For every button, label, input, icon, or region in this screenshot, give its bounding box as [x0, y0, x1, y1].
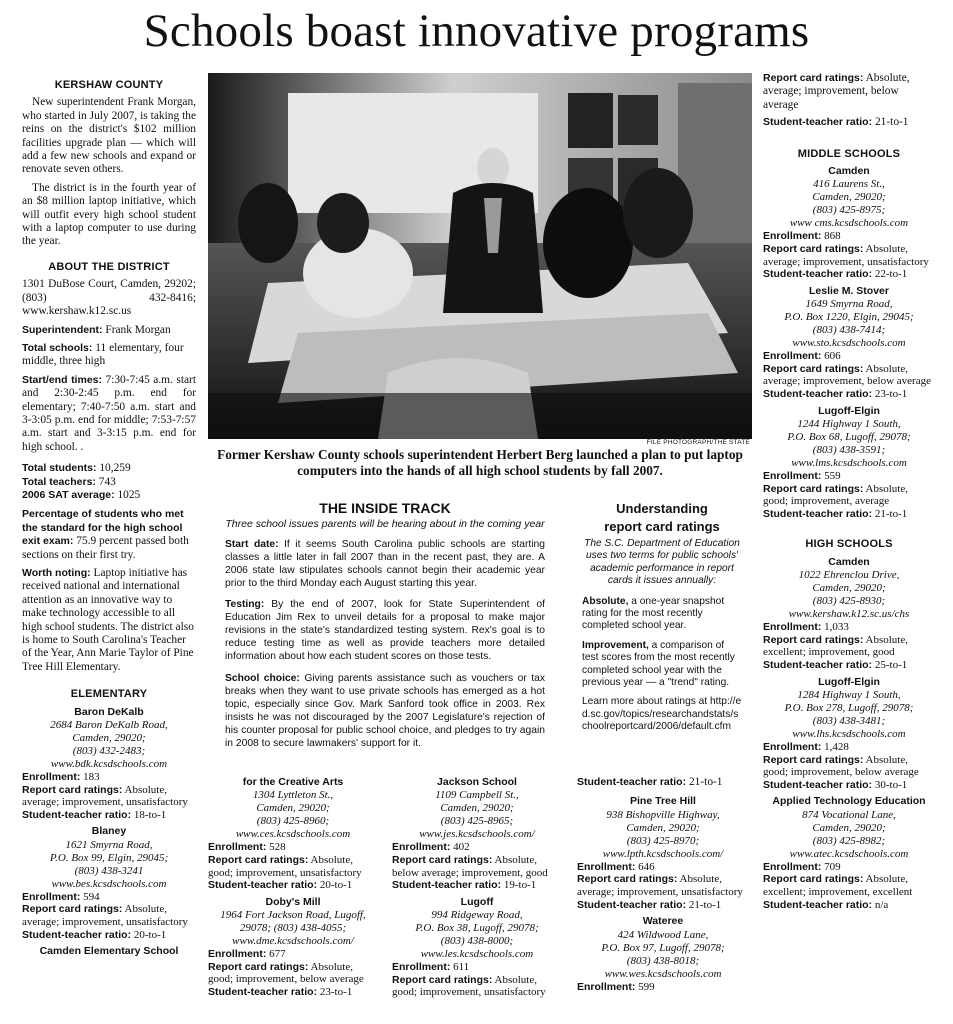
times-label: Start/end times: — [22, 373, 102, 386]
school-name: Wateree — [642, 915, 684, 928]
col3-lead-label: Student-teacher ratio: — [577, 776, 687, 788]
right-column — [763, 72, 935, 915]
school-ratio-value: 23-to-1 — [874, 388, 908, 400]
school-web: www.sto.kcsdschools.com — [792, 337, 906, 350]
school-ratio-line — [392, 879, 562, 892]
school-enrollment-value: 1,428 — [824, 740, 849, 753]
school-addr1: 1649 Smyrna Road, — [805, 298, 893, 311]
photo-laptop-classroom — [208, 73, 752, 439]
school-ratings-label: Report card ratings: — [577, 873, 678, 886]
school-entry — [208, 896, 378, 999]
school-ratio-value: 20-to-1 — [133, 928, 167, 941]
absolute-definition — [582, 596, 742, 633]
school-entry — [22, 706, 196, 822]
school-name: Lugoff-Elgin — [818, 404, 880, 417]
school-enrollment-line — [763, 621, 935, 634]
elementary-heading: ELEMENTARY — [70, 688, 148, 701]
school-enrollment-value: 599 — [638, 980, 655, 993]
times-value: 7:30-7:45 a.m. start and 2:30-2:45 p.m. end for elementary; 7:40-7:50 a.m. start and 3-3:05 p.m. end for middle; 7:53-7:57 a.m. start and 3-3:15 p.m. end for high school. . — [22, 373, 196, 453]
school-ratings-line — [208, 961, 378, 986]
school-ratio-value: 22-to-1 — [874, 268, 908, 281]
school-phone: (803) 438-8018; — [626, 954, 700, 967]
school-ratings-value: Absolute, average; improvement, unsatisfactory — [577, 873, 743, 898]
school-entry — [763, 165, 935, 281]
school-web: www.kershaw.k12.sc.us/chs — [788, 608, 910, 621]
school-name: Camden — [828, 555, 870, 568]
school-enrollment-line — [392, 961, 562, 974]
track-choice-label: School choice: — [225, 672, 300, 684]
school-ratio-value: 25-to-1 — [874, 658, 908, 671]
school-ratio-value: 20-to-1 — [319, 879, 353, 892]
school-ratio-value: 23-to-1 — [319, 985, 353, 998]
school-enrollment-line — [208, 841, 378, 854]
track-testing-label: Testing: — [225, 599, 265, 611]
school-ratings-line — [577, 873, 749, 898]
school-addr2: P.O. Box 278, Lugoff, 29078; — [784, 701, 914, 714]
school-enrollment-label: Enrollment: — [22, 890, 81, 903]
school-name: for the Creative Arts — [242, 776, 344, 788]
school-ratio-label: Student-teacher ratio: — [392, 879, 502, 892]
school-ratings-label: Report card ratings: — [22, 903, 123, 916]
school-ratio-line — [22, 809, 196, 822]
school-ratings-label: Report card ratings: — [392, 854, 493, 866]
school-enrollment-line — [763, 861, 935, 874]
understanding-ratings — [582, 502, 742, 741]
school-ratings-line — [763, 243, 935, 268]
high-schools-heading: HIGH SCHOOLS — [805, 538, 893, 551]
elementary-list — [22, 706, 196, 942]
school-ratio-label: Student-teacher ratio: — [763, 898, 873, 911]
bottom-column-1 — [208, 776, 378, 1003]
school-enrollment-value: 611 — [453, 961, 470, 974]
track-testing-text: By the end of 2007, look for State Superintendent of Education Jim Rex to unveil details for a proposal to make major revisions in the state's standardized testing system. Rex's goal is to reduce testing time as well as provide teachers more detailed information about how each student scores on those tests. — [225, 599, 545, 663]
school-enrollment-value: 606 — [824, 350, 841, 363]
camden-elementary-name: Camden Elementary School — [39, 945, 179, 958]
absolute-text: a one-year snapshot rating for the most recently completed school year. — [582, 595, 725, 632]
school-enrollment-label: Enrollment: — [763, 350, 822, 363]
school-phone: (803) 425-8965; — [440, 815, 514, 828]
school-web: www.bdk.kcsdschools.com — [50, 758, 168, 771]
school-enrollment-value: 1,033 — [824, 621, 849, 634]
school-ratings-line — [763, 754, 935, 779]
school-enrollment-value: 559 — [824, 470, 841, 482]
school-ratings-label: Report card ratings: — [208, 960, 309, 973]
school-enrollment-label: Enrollment: — [763, 470, 822, 482]
school-ratings-value: Absolute, average; improvement, below average — [763, 362, 931, 388]
school-ratio-line — [22, 929, 196, 942]
about-heading: ABOUT THE DISTRICT — [48, 260, 170, 273]
school-enrollment-value: 646 — [638, 860, 655, 873]
understanding-intro: The S.C. Department of Education uses two terms for public schools' academic performance in report cards it issues annually: — [584, 538, 740, 587]
school-web: www.ces.kcsdschools.com — [235, 828, 351, 841]
school-addr1: 1244 Highway 1 South, — [797, 418, 901, 430]
school-addr1: 416 Laurens St., — [813, 178, 885, 191]
school-ratio-label: Student-teacher ratio: — [208, 879, 318, 892]
school-addr2: P.O. Box 99, Elgin, 29045; — [49, 851, 169, 864]
school-name: Camden — [828, 165, 870, 178]
intro-paragraph-1: New superintendent Frank Morgan, who started in July 2007, is taking the reins on the district's $102 million facilities upgrade plan — which will add a few new schools and expand or renovate seven others. — [22, 96, 196, 176]
school-phone: (803) 432-2483; — [72, 745, 146, 758]
school-enrollment-value: 709 — [824, 860, 841, 873]
school-ratings-line — [22, 784, 196, 809]
school-enrollment-label: Enrollment: — [577, 980, 636, 993]
school-ratings-value: Absolute, good; improvement, unsatisfactory — [208, 854, 362, 879]
school-ratings-line — [763, 873, 935, 898]
school-enrollment-value: 868 — [824, 230, 841, 243]
school-ratings-label: Report card ratings: — [392, 973, 493, 986]
school-addr2: 29078; (803) 438-4055; — [239, 922, 347, 935]
school-ratio-line — [577, 899, 749, 912]
school-enrollment-line — [763, 470, 935, 483]
school-entry — [577, 915, 749, 993]
school-phone: (803) 425-8982; — [812, 834, 886, 847]
absolute-label: Absolute, — [582, 595, 629, 607]
middle-schools-list — [763, 165, 935, 520]
school-addr1: 424 Wildwood Lane, — [617, 928, 709, 941]
top-ratings-value: Absolute, average; improvement, below average — [763, 72, 910, 111]
school-name: Jackson School — [437, 776, 517, 788]
inside-track-title: THE INSIDE TRACK — [319, 500, 451, 516]
improvement-text: a comparison of test scores from the most recently completed school year with the previous year — a "trend" rating. — [582, 639, 735, 689]
worth-noting-label: Worth noting: — [22, 567, 91, 579]
school-enrollment-label: Enrollment: — [208, 948, 267, 961]
understanding-title-2: report card ratings — [604, 519, 720, 534]
school-ratings-label: Report card ratings: — [763, 482, 864, 495]
top-ratio-label: Student-teacher ratio: — [763, 116, 873, 129]
school-addr2: Camden, 29020; — [812, 821, 886, 834]
school-ratio-line — [208, 879, 378, 892]
school-ratings-line — [763, 363, 935, 388]
school-ratio-value: 18-to-1 — [133, 808, 167, 821]
school-enrollment-label: Enrollment: — [763, 860, 822, 873]
school-ratio-label: Student-teacher ratio: — [577, 898, 687, 911]
school-enrollment-label: Enrollment: — [392, 841, 451, 854]
school-entry — [763, 795, 935, 911]
times-line — [22, 374, 196, 454]
school-enrollment-label: Enrollment: — [22, 771, 81, 784]
school-enrollment-line — [208, 948, 378, 961]
school-ratings-label: Report card ratings: — [763, 873, 864, 886]
top-ratings-label: Report card ratings: — [763, 72, 864, 84]
school-ratings-value: Absolute, excellent; improvement, excellent — [763, 873, 913, 898]
school-web: www.dme.kcsdschools.com/ — [232, 935, 354, 948]
school-phone: (803) 425-8975; — [812, 204, 886, 217]
school-ratings-line — [763, 483, 935, 508]
worth-noting-value: Laptop initiative has received national and international attention as an innovative way to make technology accessible to all high school students. The district also is home to South Carolina's Teacher of the Year, Ann Marie Taylor of Pine Tree Hill Elementary. — [22, 567, 194, 673]
school-name: Blaney — [91, 825, 127, 838]
high-schools-list — [763, 556, 935, 911]
school-entry — [22, 825, 196, 941]
school-ratings-value: Absolute, good; improvement, unsatisfactory — [392, 973, 546, 999]
school-addr2: P.O. Box 38, Lugoff, 29078; — [415, 922, 539, 935]
school-phone: (803) 438-7414; — [812, 324, 886, 337]
school-phone: (803) 438-3591; — [812, 444, 886, 456]
school-ratio-label: Student-teacher ratio: — [763, 507, 873, 520]
school-ratings-label: Report card ratings: — [763, 633, 864, 646]
bottom-column-3 — [577, 776, 749, 997]
school-addr1: 1964 Fort Jackson Road, Lugoff, — [220, 909, 366, 922]
school-name: Baron DeKalb — [74, 705, 144, 718]
understanding-title-1: Understanding — [616, 501, 708, 516]
school-addr1: 1621 Smyrna Road, — [65, 838, 153, 851]
teachers-value: 743 — [98, 475, 116, 488]
school-enrollment-line — [577, 981, 749, 994]
school-addr2: Camden, 29020; — [626, 821, 700, 834]
school-phone: (803) 438-3481; — [812, 714, 886, 727]
photo-credit: FILE PHOTOGRAPH/THE STATE — [646, 439, 750, 446]
school-enrollment-value: 594 — [83, 890, 100, 903]
school-ratings-value: Absolute, average; improvement, unsatisfactory — [22, 783, 188, 809]
school-ratio-label: Student-teacher ratio: — [763, 778, 873, 791]
total-schools-label: Total schools: — [22, 341, 93, 354]
school-name: Lugoff-Elgin — [818, 675, 880, 688]
school-entry — [763, 285, 935, 401]
teachers-label: Total teachers: — [22, 475, 96, 488]
school-enrollment-label: Enrollment: — [392, 961, 451, 974]
school-entry — [763, 405, 935, 521]
sat-value: 1025 — [117, 488, 141, 501]
school-ratings-line — [392, 974, 562, 999]
school-web: www.lms.kcsdschools.com — [791, 457, 907, 469]
school-ratio-value: 30-to-1 — [874, 778, 908, 791]
school-enrollment-line — [22, 771, 196, 784]
school-name: Leslie M. Stover — [809, 284, 889, 297]
school-ratio-value: n/a — [874, 898, 889, 911]
superintendent-label: Superintendent: — [22, 323, 103, 336]
school-name: Doby's Mill — [265, 895, 321, 908]
stats-block — [22, 462, 196, 502]
school-addr2: Camden, 29020; — [812, 582, 886, 595]
school-web: www cms.kcsdschools.com — [789, 217, 909, 230]
exit-exam-label: Percentage of students who met the standard for the high school exit exam: — [22, 508, 184, 548]
top-ratings-line — [763, 72, 935, 112]
school-ratio-line — [763, 899, 935, 912]
school-ratio-line — [208, 986, 378, 999]
school-name: Pine Tree Hill — [630, 795, 696, 808]
school-ratings-label: Report card ratings: — [763, 243, 864, 256]
track-start-text: If it seems South Carolina public schools are starting classes a little later in fall 2007 than in the recent past, they are. A 2006 state law stipulates schools cannot begin their academic year prior to the third Monday each August starting this year. — [225, 538, 545, 589]
school-addr1: 994 Ridgeway Road, — [431, 909, 523, 922]
school-web: www.jes.kcsdschools.com/ — [419, 828, 535, 841]
school-addr1: 1109 Campbell St., — [435, 789, 519, 802]
school-ratings-label: Report card ratings: — [763, 753, 864, 766]
school-ratings-label: Report card ratings: — [763, 362, 864, 375]
school-web: www.bes.kcsdschools.com — [51, 877, 167, 890]
school-web: www.les.kcsdschools.com — [420, 948, 534, 961]
school-entry — [208, 776, 378, 892]
school-entry — [392, 776, 562, 892]
school-ratio-line — [763, 659, 935, 672]
school-ratings-label: Report card ratings: — [208, 854, 309, 866]
school-entry — [763, 676, 935, 792]
school-enrollment-label: Enrollment: — [577, 860, 636, 873]
school-ratio-label: Student-teacher ratio: — [22, 808, 132, 821]
track-choice-text: Giving parents assistance such as vouchers or tax breaks when they want to use private schools has emerged as a hot topic, especially since Gov. Mark Sanford took office in 2003. Rex insists he was not discouraged by the 2007 Legislature's rejection of his counter proposal for public school choice, and pledges to try again in 2008 to secure lawmakers' support for it. — [225, 672, 545, 749]
school-ratio-value: 21-to-1 — [874, 507, 908, 520]
bottom-column-2 — [392, 776, 562, 1003]
school-ratings-line — [392, 854, 562, 879]
inside-track-subtitle: Three school issues parents will be hearing about in the coming year — [225, 517, 545, 530]
school-addr2: P.O. Box 97, Lugoff, 29078; — [601, 941, 725, 954]
school-enrollment-label: Enrollment: — [763, 230, 822, 243]
inside-track — [225, 502, 545, 759]
school-enrollment-line — [577, 861, 749, 874]
school-phone: (803) 425-8930; — [812, 595, 886, 608]
school-ratio-label: Student-teacher ratio: — [208, 985, 318, 998]
school-enrollment-line — [763, 741, 935, 754]
school-enrollment-line — [392, 841, 562, 854]
school-addr1: 2684 Baron DeKalb Road, — [50, 719, 168, 732]
school-name: Applied Technology Education — [772, 795, 926, 808]
students-value: 10,259 — [99, 462, 131, 475]
intro-paragraph-2: The district is in the fourth year of an $8 million laptop initiative, which will outfit every high school student with a laptop computer to use during the year. — [22, 181, 196, 248]
school-ratio-line — [763, 779, 935, 792]
school-ratings-value: Absolute, average; improvement, unsatisfactory — [22, 903, 188, 929]
school-enrollment-value: 528 — [269, 841, 286, 854]
school-ratings-value: Absolute, good; improvement, average — [763, 482, 908, 508]
middle-schools-heading: MIDDLE SCHOOLS — [797, 147, 901, 160]
school-name: Lugoff — [460, 895, 494, 908]
school-ratio-value: 19-to-1 — [503, 879, 537, 892]
school-enrollment-line — [763, 230, 935, 243]
photo-caption: Former Kershaw County schools superintendent Herbert Berg launched a plan to put laptop computers into the hands of all high school students by fall 2007. — [217, 447, 743, 478]
school-enrollment-label: Enrollment: — [208, 841, 267, 854]
school-web: www.wes.kcsdschools.com — [604, 967, 722, 980]
school-enrollment-label: Enrollment: — [763, 621, 822, 634]
students-label: Total students: — [22, 462, 97, 475]
school-enrollment-value: 402 — [453, 841, 470, 854]
superintendent-line — [22, 324, 196, 337]
school-entry — [763, 556, 935, 672]
school-ratio-label: Student-teacher ratio: — [763, 658, 873, 671]
col3-school-list — [577, 795, 749, 993]
total-schools-value: 11 elementary, four middle, three high — [22, 341, 184, 368]
school-entry — [577, 795, 749, 911]
school-addr2: P.O. Box 68, Lugoff, 29078; — [787, 431, 911, 443]
school-web: www.atec.kcsdschools.com — [789, 847, 909, 860]
school-phone: (803) 438-3241 — [74, 864, 144, 877]
worth-noting-line — [22, 567, 196, 674]
school-ratio-line — [763, 508, 935, 521]
photo-image — [208, 73, 752, 439]
superintendent-value: Frank Morgan — [105, 323, 171, 336]
school-addr2: Camden, 29020; — [812, 191, 886, 204]
school-enrollment-value: 677 — [269, 948, 286, 961]
school-ratio-label: Student-teacher ratio: — [22, 928, 132, 941]
school-ratings-value: Absolute, good; improvement, below average — [208, 960, 364, 986]
school-ratio-line — [763, 268, 935, 281]
school-ratings-label: Report card ratings: — [22, 783, 123, 796]
top-ratio-line — [763, 116, 935, 129]
school-ratio-value: 21-to-1 — [688, 898, 722, 911]
district-address: 1301 DuBose Court, Camden, 29202; (803) 432-8416; www.kershaw.k12.sc.us — [22, 278, 196, 318]
school-phone: (803) 438-8000; — [440, 935, 514, 948]
exit-exam-value: 75.9 percent passed both sections on their first try. — [22, 535, 189, 561]
school-ratings-line — [208, 854, 378, 879]
school-addr1: 938 Bishopville Highway, — [606, 808, 720, 821]
headline: Schools boast innovative programs — [143, 5, 810, 57]
school-addr2: Camden, 29020; — [440, 802, 514, 815]
school-addr2: P.O. Box 1220, Elgin, 29045; — [784, 311, 914, 324]
school-addr1: 1284 Highway 1 South, — [797, 688, 901, 701]
school-enrollment-line — [763, 350, 935, 363]
school-phone: (803) 425-8960; — [256, 815, 330, 828]
col3-lead-value: 21-to-1 — [688, 776, 723, 788]
top-ratio-value: 21-to-1 — [874, 116, 909, 129]
school-addr2: Camden, 29020; — [256, 802, 330, 815]
school-ratings-value: Absolute, good; improvement, below average — [763, 753, 919, 779]
school-ratings-line — [763, 634, 935, 659]
school-ratio-line — [763, 388, 935, 401]
school-enrollment-line — [22, 891, 196, 904]
school-web: www.lpth.kcsdschools.com/ — [602, 847, 724, 860]
school-enrollment-value: 183 — [83, 771, 100, 784]
school-addr1: 874 Vocational Lane, — [802, 808, 896, 821]
school-ratings-value: Absolute, average; improvement, unsatisfactory — [763, 243, 929, 268]
exit-exam-line — [22, 508, 196, 562]
school-enrollment-label: Enrollment: — [763, 740, 822, 753]
school-phone: (803) 425-8970; — [626, 834, 700, 847]
left-column — [22, 73, 196, 963]
learn-more: Learn more about ratings at http://ed.sc.gov/topics/researchandstats/schoolreportcard/2006/default.cfm — [582, 696, 742, 733]
school-ratings-line — [22, 903, 196, 928]
track-item-school-choice — [225, 673, 545, 750]
school-addr1: 1304 Lyttleton St., — [252, 789, 334, 802]
school-ratings-value: Absolute, below average; improvement, good — [392, 854, 548, 879]
improvement-label: Improvement, — [582, 639, 649, 651]
improvement-definition — [582, 640, 742, 690]
track-item-testing — [225, 599, 545, 664]
sat-label: 2006 SAT average: — [22, 488, 115, 501]
county-heading: KERSHAW COUNTY — [54, 79, 164, 91]
school-ratio-label: Student-teacher ratio: — [763, 268, 873, 281]
school-entry — [392, 896, 562, 999]
school-ratings-value: Absolute, excellent; improvement, good — [763, 633, 908, 659]
track-start-label: Start date: — [225, 538, 279, 550]
total-schools-line — [22, 342, 196, 369]
school-addr1: 1022 Ehrenclou Drive, — [798, 569, 900, 582]
school-ratio-label: Student-teacher ratio: — [763, 388, 873, 400]
school-addr2: Camden, 29020; — [72, 732, 146, 745]
school-web: www.lhs.kcsdschools.com — [792, 727, 906, 740]
track-item-start-date — [225, 539, 545, 591]
